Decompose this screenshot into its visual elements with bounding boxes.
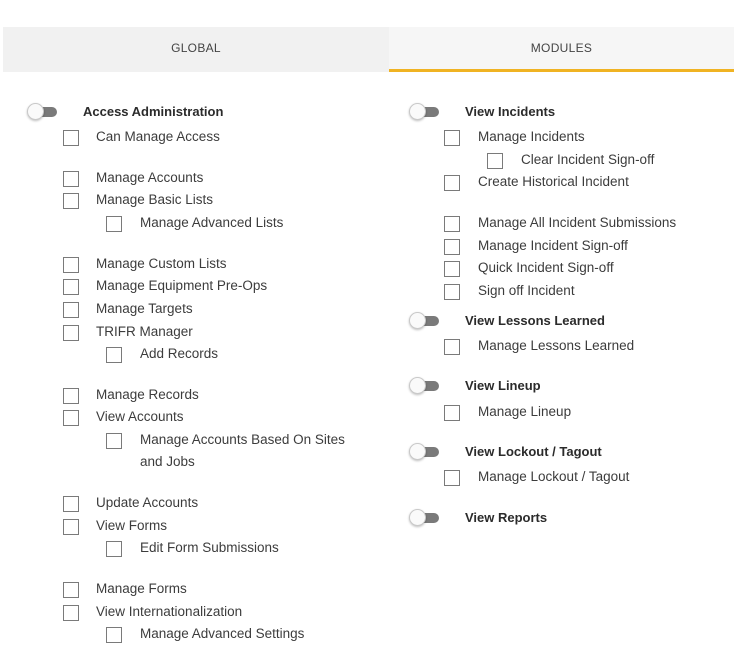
label-quick-incident-sign-off: Quick Incident Sign-off [478, 260, 614, 275]
label-sign-off-incident: Sign off Incident [478, 283, 575, 298]
toggle-knob [409, 312, 426, 329]
checkbox-manage-accounts-based-on-sites[interactable] [106, 433, 122, 449]
checkbox-clear-incident-sign-off[interactable] [487, 153, 503, 169]
checkbox-add-records[interactable] [106, 347, 122, 363]
toggle-knob [409, 377, 426, 394]
checkbox-view-accounts[interactable] [63, 410, 79, 426]
label-manage-targets: Manage Targets [96, 301, 193, 316]
tab-bar [3, 27, 734, 72]
label-update-accounts: Update Accounts [96, 495, 199, 510]
view-lineup-toggle[interactable] [409, 377, 439, 395]
checkbox-manage-lockout-tagout[interactable] [444, 470, 460, 486]
section-title-view-incidents: View Incidents [465, 104, 556, 119]
checkbox-quick-incident-sign-off[interactable] [444, 261, 460, 277]
label-manage-lineup: Manage Lineup [478, 404, 572, 419]
label-manage-lessons-learned: Manage Lessons Learned [478, 338, 635, 353]
label-manage-accounts-based-on-sites: Manage Accounts Based On Sites [140, 432, 345, 447]
label-manage-forms: Manage Forms [96, 581, 187, 596]
checkbox-update-accounts[interactable] [63, 496, 79, 512]
view-lockout-tagout-toggle[interactable] [409, 443, 439, 461]
label-manage-all-incident-submissions: Manage All Incident Submissions [478, 215, 677, 230]
checkbox-trifr-manager[interactable] [63, 325, 79, 341]
checkbox-manage-lineup[interactable] [444, 405, 460, 421]
label-manage-incident-sign-off: Manage Incident Sign-off [478, 238, 628, 253]
view-reports-toggle[interactable] [409, 509, 439, 527]
checkbox-manage-advanced-settings[interactable] [106, 627, 122, 643]
checkbox-edit-form-submissions[interactable] [106, 541, 122, 557]
label-trifr-manager: TRIFR Manager [96, 324, 193, 339]
view-lessons-learned-toggle[interactable] [409, 312, 439, 330]
checkbox-create-historical-incident[interactable] [444, 175, 460, 191]
toggle-knob [27, 103, 44, 120]
label-manage-basic-lists: Manage Basic Lists [96, 192, 214, 207]
section-title-view-lockout-tagout: View Lockout / Tagout [465, 444, 602, 459]
checkbox-can-manage-access[interactable] [63, 130, 79, 146]
checkbox-view-internationalization[interactable] [63, 605, 79, 621]
tab-global[interactable]: GLOBAL [171, 41, 221, 55]
label-manage-incidents: Manage Incidents [478, 129, 585, 144]
checkbox-manage-basic-lists[interactable] [63, 193, 79, 209]
section-title-view-lineup: View Lineup [465, 378, 541, 393]
checkbox-manage-lessons-learned[interactable] [444, 339, 460, 355]
label-add-records: Add Records [140, 346, 219, 361]
label-manage-lockout-tagout: Manage Lockout / Tagout [478, 469, 630, 484]
checkbox-manage-incidents[interactable] [444, 130, 460, 146]
checkbox-manage-all-incident-submissions[interactable] [444, 216, 460, 232]
label-edit-form-submissions: Edit Form Submissions [140, 540, 279, 555]
label-manage-advanced-settings: Manage Advanced Settings [140, 626, 305, 641]
label-manage-advanced-lists: Manage Advanced Lists [140, 215, 284, 230]
view-incidents-toggle[interactable] [409, 103, 439, 121]
label-manage-accounts: Manage Accounts [96, 170, 204, 185]
label-manage-accounts-based-on-sites-cont: and Jobs [140, 454, 195, 469]
section-title-view-lessons-learned: View Lessons Learned [465, 313, 605, 328]
section-title-access-administration: Access Administration [83, 104, 224, 119]
label-create-historical-incident: Create Historical Incident [478, 174, 629, 189]
checkbox-manage-advanced-lists[interactable] [106, 216, 122, 232]
checkbox-manage-custom-lists[interactable] [63, 257, 79, 273]
checkbox-manage-incident-sign-off[interactable] [444, 239, 460, 255]
checkbox-sign-off-incident[interactable] [444, 284, 460, 300]
label-manage-custom-lists: Manage Custom Lists [96, 256, 227, 271]
access-administration-toggle[interactable] [27, 103, 57, 121]
label-view-internationalization: View Internationalization [96, 604, 243, 619]
label-manage-equipment-pre-ops: Manage Equipment Pre-Ops [96, 278, 268, 293]
toggle-knob [409, 509, 426, 526]
toggle-knob [409, 443, 426, 460]
checkbox-manage-accounts[interactable] [63, 171, 79, 187]
section-title-view-reports: View Reports [465, 510, 548, 525]
checkbox-manage-equipment-pre-ops[interactable] [63, 279, 79, 295]
checkbox-manage-forms[interactable] [63, 582, 79, 598]
label-can-manage-access: Can Manage Access [96, 129, 220, 144]
tab-modules[interactable]: MODULES [389, 27, 734, 72]
label-manage-records: Manage Records [96, 387, 199, 402]
label-view-forms: View Forms [96, 518, 168, 533]
label-clear-incident-sign-off: Clear Incident Sign-off [521, 152, 655, 167]
label-view-accounts: View Accounts [96, 409, 184, 424]
toggle-knob [409, 103, 426, 120]
checkbox-view-forms[interactable] [63, 519, 79, 535]
checkbox-manage-records[interactable] [63, 388, 79, 404]
checkbox-manage-targets[interactable] [63, 302, 79, 318]
